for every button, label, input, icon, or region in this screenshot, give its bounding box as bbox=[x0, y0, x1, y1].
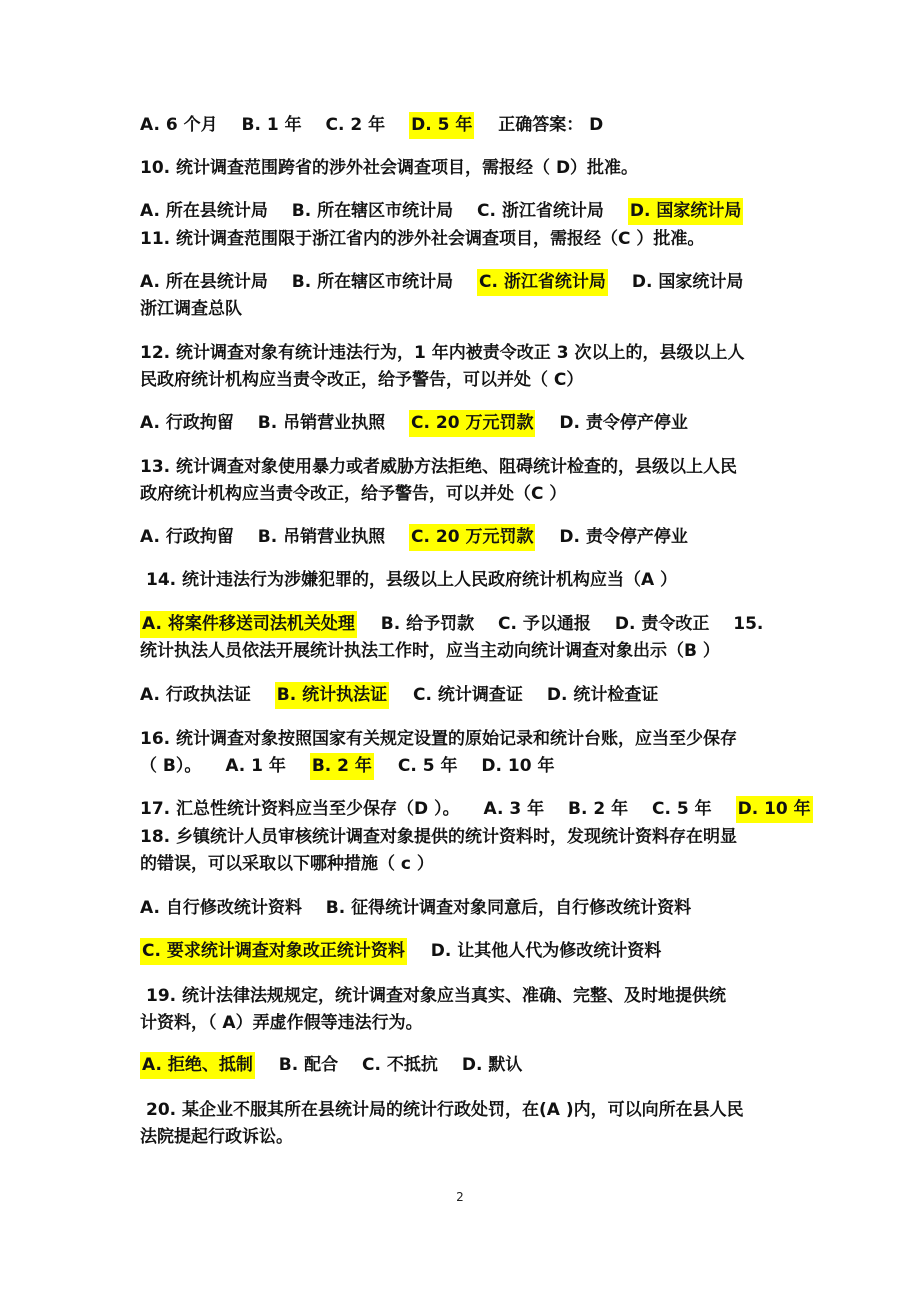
option-c-highlighted: C. 要求统计调查对象改正统计资料 bbox=[140, 938, 407, 965]
question-17-line bbox=[140, 796, 811, 823]
question-15: 统计执法人员依法开展统计执法工作时，应当主动向统计调查对象出示（B ） bbox=[140, 641, 720, 661]
option-d: D. 统计检查证 bbox=[546, 685, 659, 705]
option-c: C. 不抵抗 bbox=[362, 1055, 438, 1075]
option-b: B. 吊销营业执照 bbox=[257, 413, 386, 433]
option-b: B. 1 年 bbox=[241, 115, 302, 135]
q14-options-line bbox=[140, 611, 800, 638]
option-a: A. 1 年 bbox=[225, 756, 286, 776]
q11-options-line bbox=[140, 269, 800, 296]
q16-options-line bbox=[140, 753, 800, 780]
option-a: A. 所在县统计局 bbox=[140, 201, 268, 221]
option-c: C. 浙江省统计局 bbox=[477, 201, 604, 221]
option-d: D. 责令停产停业 bbox=[559, 527, 688, 547]
option-c: C. 统计调查证 bbox=[413, 685, 523, 705]
option-b: B. 2 年 bbox=[568, 799, 629, 819]
question-18-line-2: 的错误，可以采取以下哪种措施（ c ） bbox=[140, 854, 434, 874]
page-number: 2 bbox=[456, 1190, 464, 1204]
q13-options-line bbox=[140, 524, 800, 551]
option-c: C. 2 年 bbox=[325, 115, 386, 135]
option-d: D. 责令停产停业 bbox=[559, 413, 688, 433]
question-16-answer-lead: （ B）。 bbox=[140, 756, 202, 776]
question-10: 10. 统计调查范围跨省的涉外社会调查项目，需报经（ D）批准。 bbox=[140, 158, 639, 178]
option-d: D. 默认 bbox=[461, 1055, 523, 1075]
option-d: D. 让其他人代为修改统计资料 bbox=[430, 941, 662, 961]
question-13-line-1: 13. 统计调查对象使用暴力或者威胁方法拒绝、阻碍统计检查的，县级以上人民 bbox=[140, 457, 738, 477]
question-19-line-2: 计资料，（ A）弄虚作假等违法行为。 bbox=[140, 1013, 423, 1033]
question-11: 11. 统计调查范围限于浙江省内的涉外社会调查项目，需报经（C ）批准。 bbox=[140, 229, 705, 249]
question-18-line-1: 18. 乡镇统计人员审核统计调查对象提供的统计资料时，发现统计资料存在明显 bbox=[140, 827, 738, 847]
question-19-line-1: 19. 统计法律法规规定，统计调查对象应当真实、准确、完整、及时地提供统 bbox=[146, 986, 727, 1006]
option-a: A. 行政拘留 bbox=[140, 527, 234, 547]
question-14: 14. 统计违法行为涉嫌犯罪的，县级以上人民政府统计机构应当（A ） bbox=[146, 570, 678, 590]
option-b-highlighted: B. 2 年 bbox=[310, 753, 374, 780]
option-b: B. 所在辖区市统计局 bbox=[291, 272, 454, 292]
question-17: 17. 汇总性统计资料应当至少保存（D ）。 bbox=[140, 799, 460, 819]
q18-options-line-1 bbox=[140, 895, 800, 922]
question-12-line-2: 民政府统计机构应当责令改正，给予警告，可以并处（ C） bbox=[140, 370, 584, 390]
option-d-highlighted: D. 5 年 bbox=[409, 112, 474, 139]
option-d-highlighted: D. 国家统计局 bbox=[628, 198, 744, 225]
option-b: B. 给予罚款 bbox=[380, 614, 475, 634]
option-c: C. 5 年 bbox=[397, 756, 458, 776]
question-12-line-1: 12. 统计调查对象有统计违法行为，1 年内被责令改正 3 次以上的，县级以上人 bbox=[140, 343, 745, 363]
option-c: C. 予以通报 bbox=[498, 614, 591, 634]
question-16: 16. 统计调查对象按照国家有关规定设置的原始记录和统计台账，应当至少保存 bbox=[140, 729, 738, 749]
option-b-highlighted: B. 统计执法证 bbox=[275, 682, 389, 709]
option-d: D. 国家统计局 bbox=[631, 272, 744, 292]
option-b: B. 吊销营业执照 bbox=[257, 527, 386, 547]
q12-options-line bbox=[140, 410, 800, 437]
option-a: A. 行政拘留 bbox=[140, 413, 234, 433]
q15-options-line bbox=[140, 682, 800, 709]
question-20-line-1: 20. 某企业不服其所在县统计局的统计行政处罚，在(A )内，可以向所在县人民 bbox=[146, 1100, 744, 1120]
option-c-highlighted: C. 浙江省统计局 bbox=[477, 269, 608, 296]
option-a-highlighted: A. 拒绝、抵制 bbox=[140, 1052, 255, 1079]
option-d: D. 10 年 bbox=[481, 756, 555, 776]
option-a: A. 所在县统计局 bbox=[140, 272, 268, 292]
question-15-number: 15. bbox=[733, 614, 764, 634]
q9-options-line bbox=[140, 112, 800, 139]
option-a-highlighted: A. 将案件移送司法机关处理 bbox=[140, 611, 357, 638]
q11-options-continuation: 浙江调查总队 bbox=[140, 299, 242, 319]
q19-options-line bbox=[140, 1052, 800, 1079]
question-13-line-2: 政府统计机构应当责令改正，给予警告，可以并处（C ） bbox=[140, 484, 567, 504]
option-b: B. 征得统计调查对象同意后，自行修改统计资料 bbox=[325, 898, 692, 918]
question-20-line-2: 法院提起行政诉讼。 bbox=[140, 1127, 293, 1147]
option-d: D. 责令改正 bbox=[614, 614, 710, 634]
option-a: A. 行政执法证 bbox=[140, 685, 251, 705]
option-b: B. 所在辖区市统计局 bbox=[291, 201, 454, 221]
correct-answer: 正确答案： D bbox=[498, 115, 604, 135]
option-c: C. 5 年 bbox=[652, 799, 712, 819]
option-c-highlighted: C. 20 万元罚款 bbox=[409, 410, 535, 437]
option-c-highlighted: C. 20 万元罚款 bbox=[409, 524, 535, 551]
option-b: B. 配合 bbox=[278, 1055, 339, 1075]
option-a: A. 6 个月 bbox=[140, 115, 218, 135]
q10-options-line bbox=[140, 198, 800, 225]
option-a: A. 3 年 bbox=[483, 799, 545, 819]
q18-options-line-2 bbox=[140, 938, 800, 965]
option-a: A. 自行修改统计资料 bbox=[140, 898, 302, 918]
option-d-highlighted: D. 10 年 bbox=[736, 796, 813, 823]
